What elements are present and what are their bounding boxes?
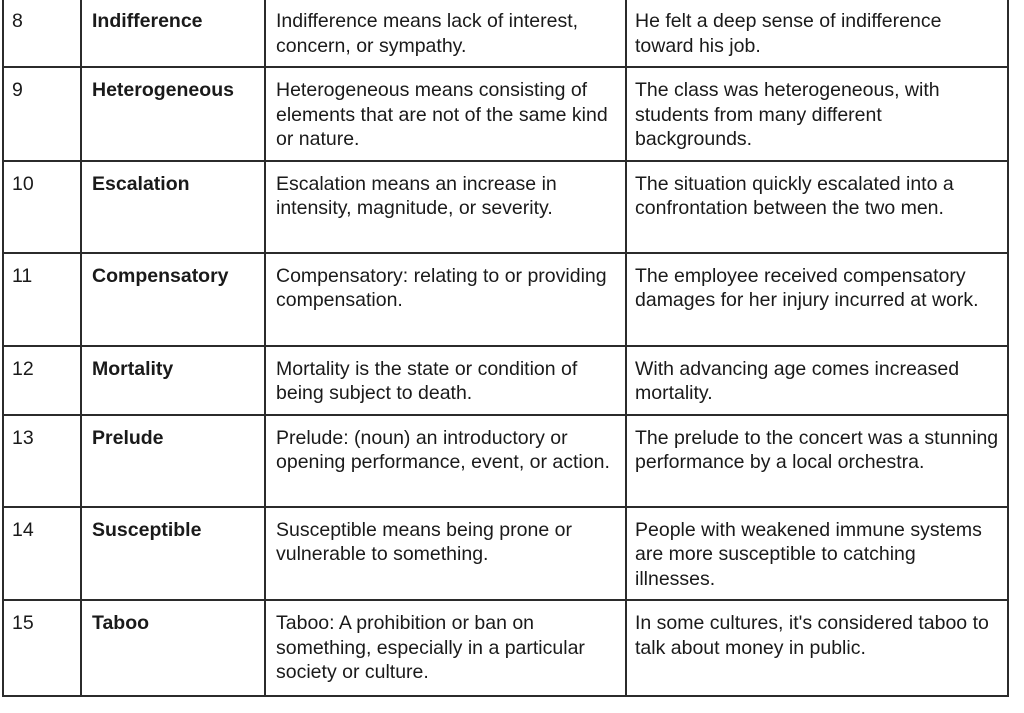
word-definition: Mortality is the state or condition of being subject to death. [265, 346, 626, 415]
table-row [3, 415, 1008, 507]
word-definition: Taboo: A prohibition or ban on something, especially in a particular society or culture. [265, 600, 626, 696]
word-definition: Escalation means an increase in intensity, magnitude, or severity. [265, 161, 626, 253]
example-sentence: The situation quickly escalated into a confrontation between the two men. [626, 161, 1008, 253]
table-row [3, 346, 1008, 415]
table-row [3, 67, 1008, 161]
table-row [3, 507, 1008, 601]
row-number: 15 [3, 600, 81, 696]
word-definition: Susceptible means being prone or vulnerable to something. [265, 507, 626, 601]
example-sentence: People with weakened immune systems are more susceptible to catching illnesses. [626, 507, 1008, 601]
example-sentence: The class was heterogeneous, with students from many different backgrounds. [626, 67, 1008, 161]
vocab-word: Taboo [81, 600, 265, 696]
word-definition: Prelude: (noun) an introductory or opening performance, event, or action. [265, 415, 626, 507]
word-definition: Heterogeneous means consisting of elements that are not of the same kind or nature. [265, 67, 626, 161]
vocab-word: Prelude [81, 415, 265, 507]
table-row [3, 253, 1008, 346]
row-number: 14 [3, 507, 81, 601]
table-row [3, 0, 1008, 67]
example-sentence: In some cultures, it's considered taboo to talk about money in public. [626, 600, 1008, 696]
table-row [3, 161, 1008, 253]
vocab-word: Indifference [81, 0, 265, 67]
word-definition: Indifference means lack of interest, concern, or sympathy. [265, 0, 626, 67]
vocab-word: Susceptible [81, 507, 265, 601]
vocab-word: Escalation [81, 161, 265, 253]
row-number: 13 [3, 415, 81, 507]
vocab-word: Heterogeneous [81, 67, 265, 161]
row-number: 9 [3, 67, 81, 161]
example-sentence: The employee received compensatory damages for her injury incurred at work. [626, 253, 1008, 346]
example-sentence: With advancing age comes increased mortality. [626, 346, 1008, 415]
vocab-word: Compensatory [81, 253, 265, 346]
row-number: 12 [3, 346, 81, 415]
example-sentence: He felt a deep sense of indifference toward his job. [626, 0, 1008, 67]
table-row [3, 600, 1008, 696]
example-sentence: The prelude to the concert was a stunning performance by a local orchestra. [626, 415, 1008, 507]
word-definition: Compensatory: relating to or providing compensation. [265, 253, 626, 346]
row-number: 10 [3, 161, 81, 253]
vocabulary-table [2, 0, 1009, 697]
row-number: 8 [3, 0, 81, 67]
row-number: 11 [3, 253, 81, 346]
vocab-word: Mortality [81, 346, 265, 415]
